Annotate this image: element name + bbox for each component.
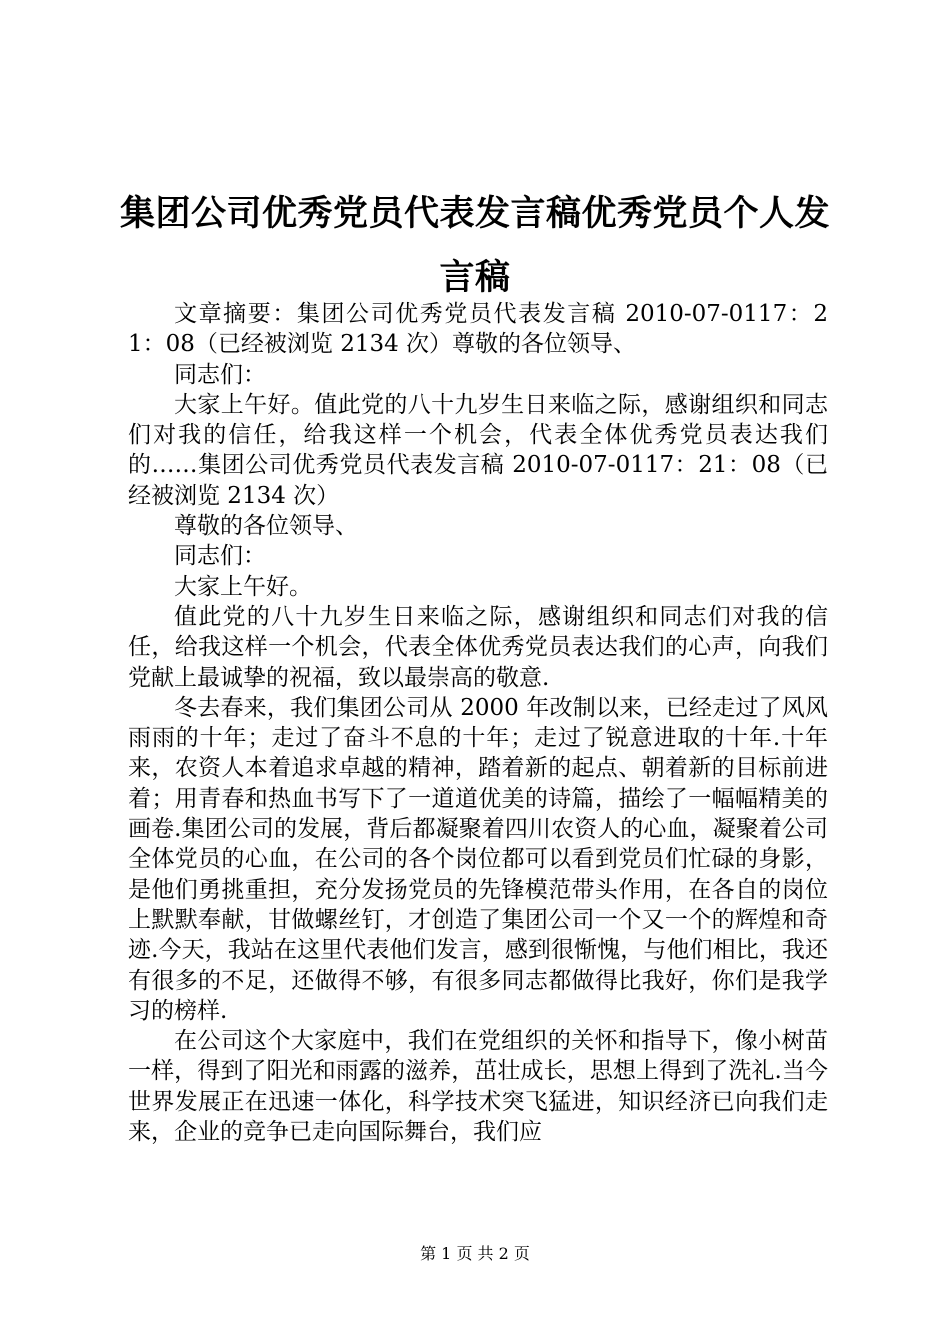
paragraph-greeting: 同志们：	[174, 361, 266, 388]
paragraph-abstract: 文章摘要：集团公司优秀党员代表发言稿 2010-07-0117：21：08（已经被浏览 2134 次）尊敬的各位领导、	[128, 301, 828, 358]
paragraph-gratitude: 值此党的八十九岁生日来临之际，感谢组织和同志们对我的信任，给我这样一个机会，代表全体优秀党员表达我们的心声，向我们党献上最诚挚的祝福，致以最崇高的敬意.	[128, 603, 828, 691]
paragraph-greeting-2: 同志们：	[174, 543, 266, 570]
paragraph-salutation: 尊敬的各位领导、	[174, 513, 358, 540]
paragraph-summary: 大家上午好。值此党的八十九岁生日来临之际，感谢组织和同志们对我的信任，给我这样一个机会，代表全体优秀党员表达我们的……集团公司优秀党员代表发言稿 2010-07-0117：21：08（已经被浏览 2134 次）	[128, 391, 828, 509]
paragraph-family: 在公司这个大家庭中，我们在党组织的关怀和指导下，像小树苗一样，得到了阳光和雨露的滋养，茁壮成长，思想上得到了洗礼.当今世界发展正在迅速一体化，科学技术突飞猛进，知识经济已向我们走来，企业的竞争已走向国际舞台，我们应	[128, 1028, 828, 1146]
document-title: 集团公司优秀党员代表发言稿优秀党员个人发言稿	[120, 193, 831, 298]
paragraph-decade: 冬去春来，我们集团公司从 2000 年改制以来，已经走过了风风雨雨的十年；走过了奋斗不息的十年；走过了锐意进取的十年.十年来，农资人本着追求卓越的精神，踏着新的起点、朝着新的目标前进着；用青春和热血书写下了一道道优美的诗篇，描绘了一幅幅精美的画卷.集团公司的发展，背后都凝聚着四川农资人的心血，凝聚着公司全体党员的心血，在公司的各个岗位都可以看到党员们忙碌的身影，是他们勇挑重担，充分发扬党员的先锋模范带头作用，在各自的岗位上默默奉献，甘做螺丝钉，才创造了集团公司一个又一个的辉煌和奇迹.今天，我站在这里代表他们发言，感到很惭愧，与他们相比，我还有很多的不足，还做得不够，有很多同志都做得比我好，你们是我学习的榜样.	[128, 694, 828, 1024]
paragraph-good-morning: 大家上午好。	[174, 573, 312, 600]
document-body	[128, 299, 828, 1147]
page-footer: 第 1 页 共 2 页	[420, 1244, 530, 1263]
